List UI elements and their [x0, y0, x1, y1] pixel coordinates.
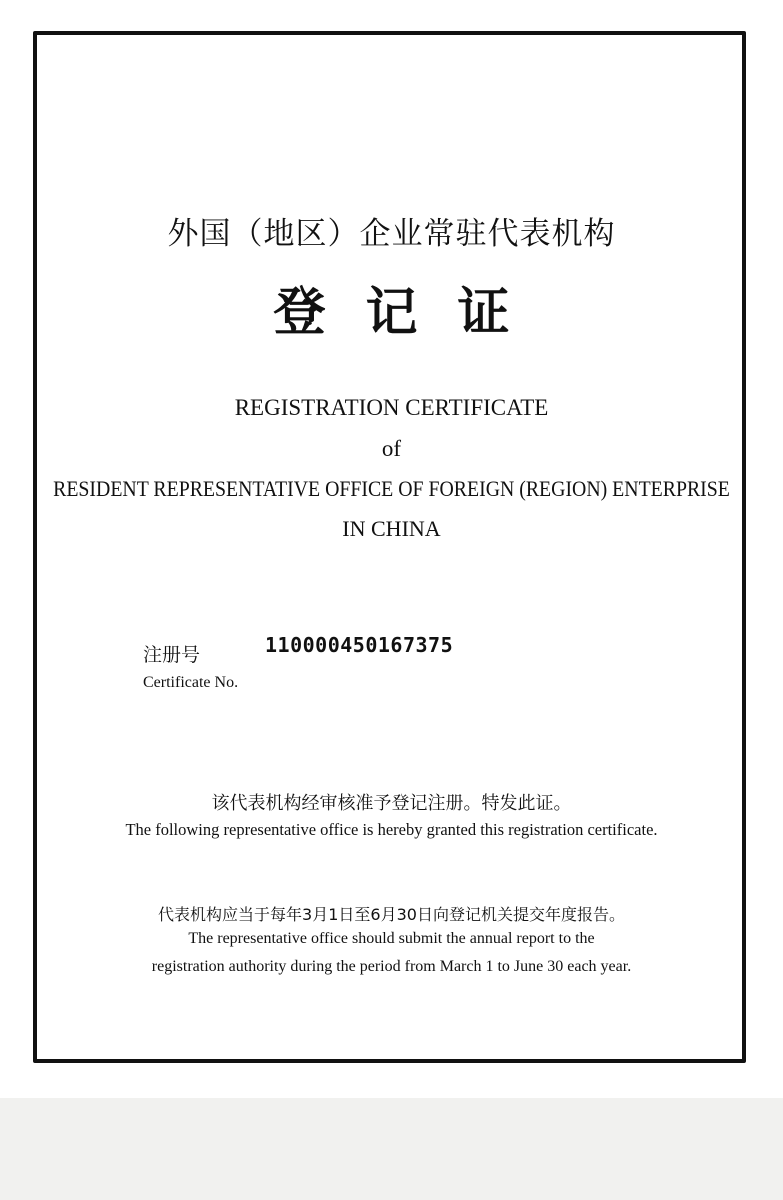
- english-title: REGISTRATION CERTIFICATE: [234, 395, 549, 420]
- grant-statement-zh: 该代表机构经审核准予登记注册。特发此证。: [211, 793, 572, 814]
- chinese-main-title: 登记证: [273, 282, 550, 343]
- grant-statement-en: The following representative office is hereby granted this registration certificate.: [125, 820, 658, 839]
- certificate-number-label-en: Certificate No.: [143, 674, 239, 691]
- page-bottom-strip: [0, 1098, 783, 1200]
- english-in-china: IN CHINA: [342, 516, 441, 541]
- certificate-number-value: 110000450167375: [265, 633, 454, 657]
- english-of: of: [381, 436, 402, 461]
- annual-report-notice-zh: 代表机构应当于每年3月1日至6月30日向登记机关提交年度报告。: [158, 905, 625, 924]
- english-subtitle: RESIDENT REPRESENTATIVE OFFICE OF FOREIGN (REGION) ENTERPRISE: [53, 476, 730, 501]
- annual-report-notice-en-line2: registration authority during the period from March 1 to June 30 each year.: [151, 958, 632, 975]
- annual-report-notice-en-line1: The representative office should submit the annual report to the: [188, 930, 595, 947]
- chinese-title: 外国（地区）企业常驻代表机构: [167, 216, 616, 252]
- certificate-number-label-zh: 注册号: [143, 644, 201, 666]
